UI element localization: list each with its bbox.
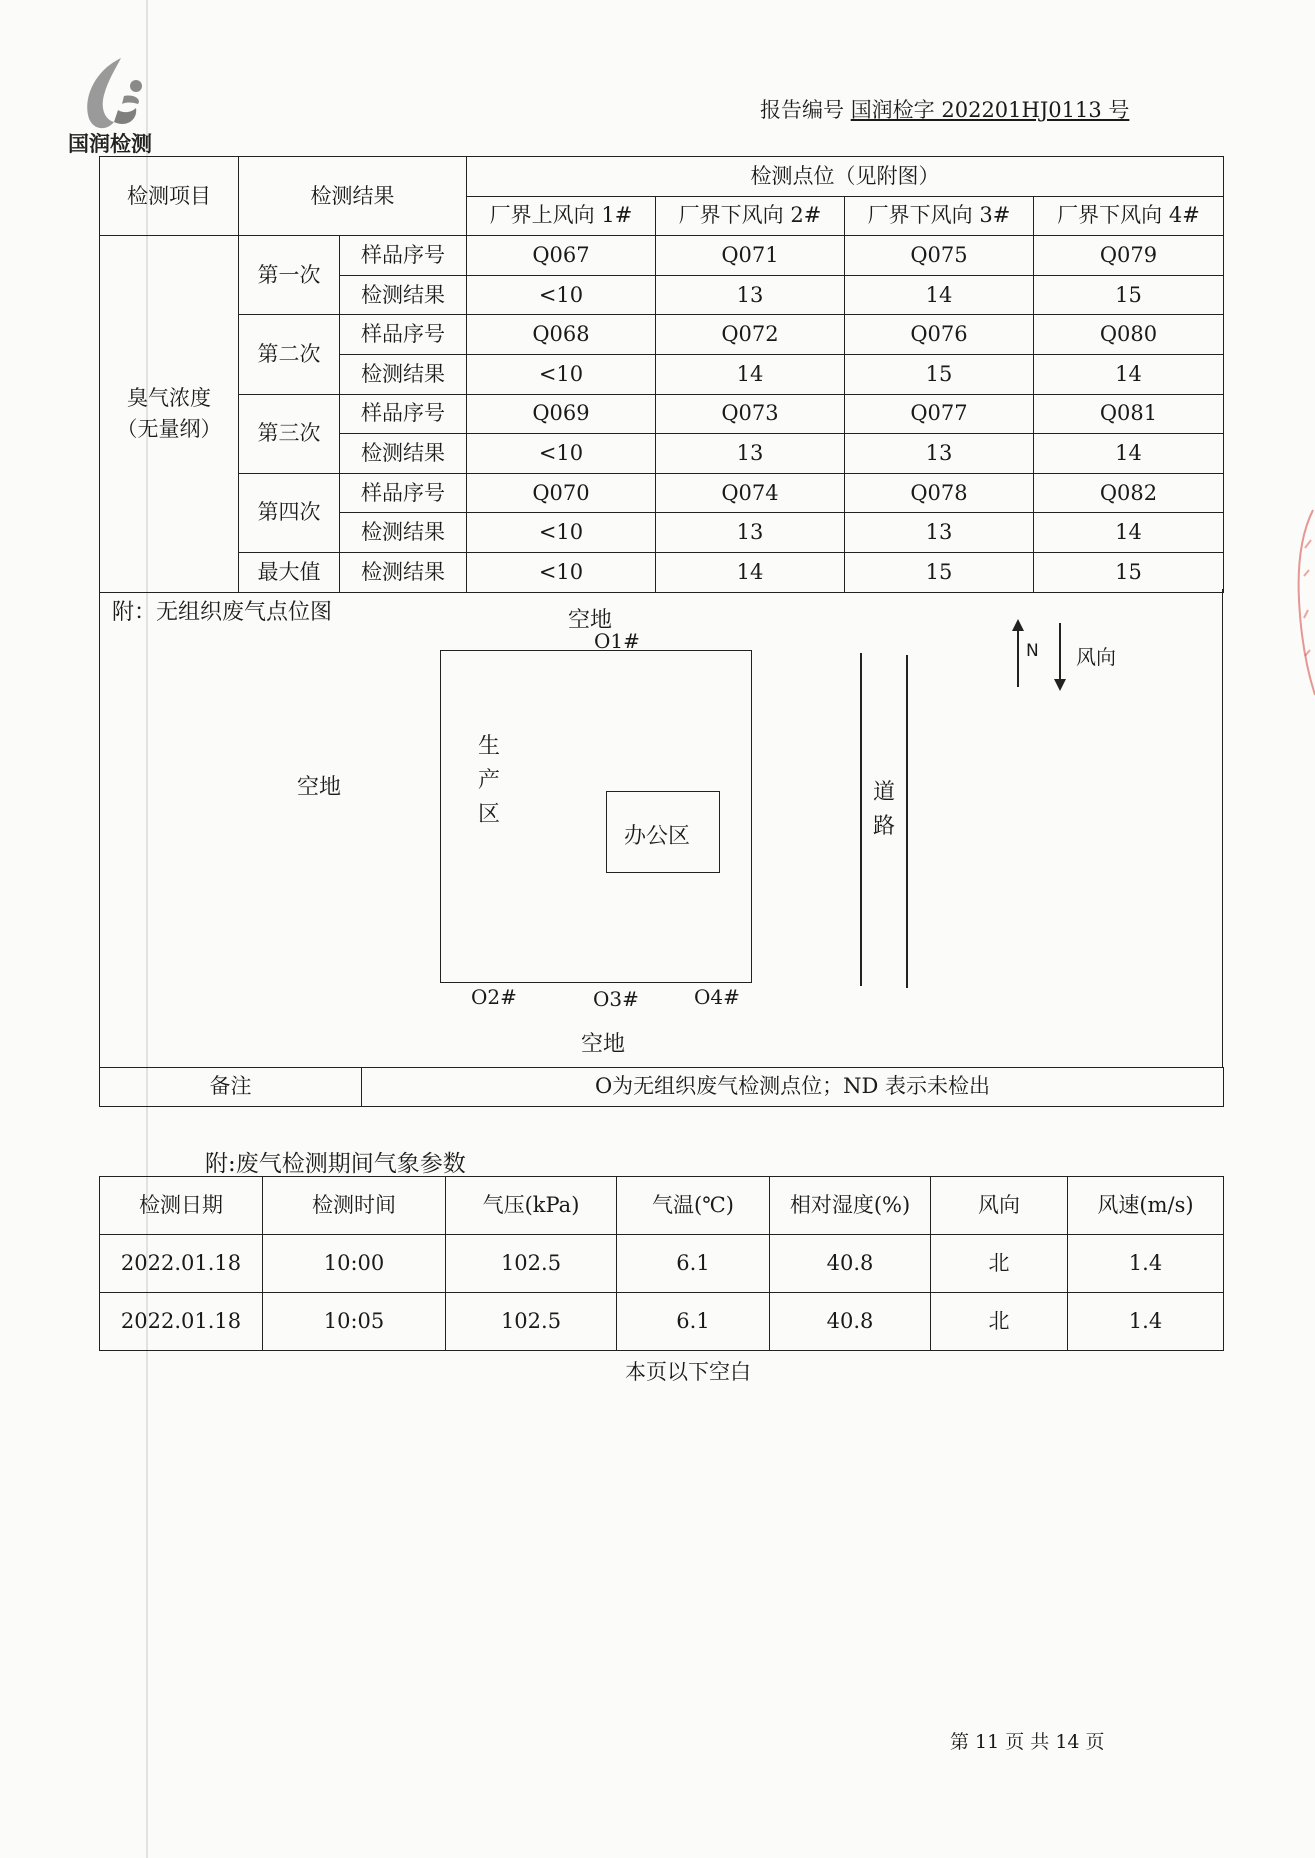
- weather-cell: 10:00: [263, 1235, 446, 1293]
- round-label: 第三次: [239, 394, 340, 473]
- label-top-empty: 空地: [568, 608, 613, 633]
- sample-label: 样品序号: [340, 394, 467, 434]
- result-cell: 13: [845, 434, 1034, 474]
- max-cell: 14: [656, 552, 845, 592]
- road-line-left: [860, 653, 862, 986]
- result-cell: 13: [845, 513, 1034, 553]
- weather-cell: 1.4: [1068, 1293, 1224, 1351]
- prod-char-1: 生: [478, 734, 501, 759]
- road-line-right: [906, 655, 908, 988]
- point-header: 厂界下风向 4#: [1034, 196, 1224, 236]
- sample-cell: Q071: [656, 236, 845, 276]
- result-cell: <10: [467, 275, 656, 315]
- sample-cell: Q073: [656, 394, 845, 434]
- remark-text: O为无组织废气检测点位；ND 表示未检出: [362, 1068, 1224, 1107]
- sample-cell: Q079: [1034, 236, 1224, 276]
- sample-label: 样品序号: [340, 236, 467, 276]
- item-name-cell: [100, 236, 239, 592]
- sampling-point-diagram: [99, 589, 1223, 1068]
- report-number-value: 国润检字 202201HJ0113 号: [850, 98, 1130, 122]
- road-char-2: 路: [873, 814, 896, 839]
- weather-cell: 102.5: [446, 1293, 617, 1351]
- result-cell: 14: [656, 354, 845, 394]
- result-label: 检测结果: [340, 552, 467, 592]
- result-cell: <10: [467, 434, 656, 474]
- road-char-1: 道: [873, 780, 896, 805]
- sample-label: 样品序号: [340, 473, 467, 513]
- weather-cell: 2022.01.18: [100, 1293, 263, 1351]
- sample-cell: Q082: [1034, 473, 1224, 513]
- weather-cell: 北: [931, 1235, 1068, 1293]
- weather-cell: 40.8: [770, 1235, 931, 1293]
- sample-cell: Q077: [845, 394, 1034, 434]
- result-label: 检测结果: [340, 434, 467, 474]
- sample-cell: Q068: [467, 315, 656, 355]
- weather-header: 风速(m/s): [1068, 1177, 1224, 1235]
- result-cell: 15: [845, 354, 1034, 394]
- max-label: 最大值: [239, 552, 340, 592]
- label-left-empty: 空地: [297, 775, 342, 800]
- office-label: 办公区: [624, 824, 691, 849]
- header-result: 检测结果: [239, 157, 467, 236]
- round-label: 第二次: [239, 315, 340, 394]
- sample-cell: Q078: [845, 473, 1034, 513]
- sample-cell: Q081: [1034, 394, 1224, 434]
- sample-cell: Q070: [467, 473, 656, 513]
- north-label: N: [1026, 641, 1039, 661]
- result-cell: 14: [1034, 434, 1224, 474]
- point-header: 厂界下风向 2#: [656, 196, 845, 236]
- weather-cell: 1.4: [1068, 1235, 1224, 1293]
- sample-cell: Q076: [845, 315, 1034, 355]
- wind-arrows-icon: [1006, 617, 1076, 693]
- sample-cell: Q072: [656, 315, 845, 355]
- point-header: 厂界下风向 3#: [845, 196, 1034, 236]
- result-cell: <10: [467, 513, 656, 553]
- weather-cell: 北: [931, 1293, 1068, 1351]
- point-o2: O2#: [471, 985, 517, 1009]
- item-name: 臭气浓度: [127, 385, 211, 410]
- sample-cell: Q067: [467, 236, 656, 276]
- result-label: 检测结果: [340, 275, 467, 315]
- result-cell: 14: [1034, 354, 1224, 394]
- report-number-label: 报告编号: [760, 98, 844, 122]
- result-label: 检测结果: [340, 513, 467, 553]
- point-o1: O1#: [594, 629, 640, 653]
- result-cell: 14: [1034, 513, 1224, 553]
- remark-label: 备注: [100, 1068, 362, 1107]
- weather-header: 检测日期: [100, 1177, 263, 1235]
- weather-cell: 40.8: [770, 1293, 931, 1351]
- point-header: 厂界上风向 1#: [467, 196, 656, 236]
- seal-stamp-icon: [1293, 500, 1315, 700]
- sample-cell: Q069: [467, 394, 656, 434]
- page-number: 第 11 页 共 14 页: [950, 1731, 1105, 1753]
- weather-cell: 102.5: [446, 1235, 617, 1293]
- header-item: 检测项目: [100, 157, 239, 236]
- max-cell: <10: [467, 552, 656, 592]
- weather-title: 附:废气检测期间气象参数: [205, 1151, 466, 1177]
- result-cell: 13: [656, 275, 845, 315]
- weather-cell: 6.1: [617, 1235, 770, 1293]
- weather-header: 检测时间: [263, 1177, 446, 1235]
- prod-char-2: 产: [478, 768, 501, 793]
- prod-char-3: 区: [478, 802, 501, 827]
- result-label: 检测结果: [340, 354, 467, 394]
- weather-cell: 10:05: [263, 1293, 446, 1351]
- max-cell: 15: [845, 552, 1034, 592]
- header-points: 检测点位（见附图）: [467, 157, 1224, 197]
- weather-cell: 2022.01.18: [100, 1235, 263, 1293]
- label-bottom-empty: 空地: [581, 1032, 626, 1057]
- wind-label: 风向: [1076, 645, 1116, 669]
- weather-cell: 6.1: [617, 1293, 770, 1351]
- logo-text: 国润检测: [68, 132, 152, 156]
- remark-table: [99, 1067, 1224, 1107]
- blank-below-note: 本页以下空白: [625, 1360, 751, 1384]
- weather-header: 相对湿度(%): [770, 1177, 931, 1235]
- round-label: 第四次: [239, 473, 340, 552]
- odor-results-table: [99, 156, 1224, 593]
- result-cell: 14: [845, 275, 1034, 315]
- weather-header: 风向: [931, 1177, 1068, 1235]
- max-cell: 15: [1034, 552, 1224, 592]
- sample-label: 样品序号: [340, 315, 467, 355]
- weather-header: 气压(kPa): [446, 1177, 617, 1235]
- report-number: [760, 94, 1129, 124]
- result-cell: 13: [656, 434, 845, 474]
- sample-cell: Q080: [1034, 315, 1224, 355]
- round-label: 第一次: [239, 236, 340, 315]
- result-cell: 15: [1034, 275, 1224, 315]
- weather-header: 气温(℃): [617, 1177, 770, 1235]
- diagram-title: 附：无组织废气点位图: [112, 600, 333, 625]
- item-unit: （无量纲）: [116, 416, 222, 441]
- point-o3: O3#: [593, 987, 639, 1011]
- weather-table: [99, 1176, 1224, 1351]
- point-o4: O4#: [694, 985, 740, 1009]
- sample-cell: Q075: [845, 236, 1034, 276]
- sample-cell: Q074: [656, 473, 845, 513]
- result-cell: <10: [467, 354, 656, 394]
- result-cell: 13: [656, 513, 845, 553]
